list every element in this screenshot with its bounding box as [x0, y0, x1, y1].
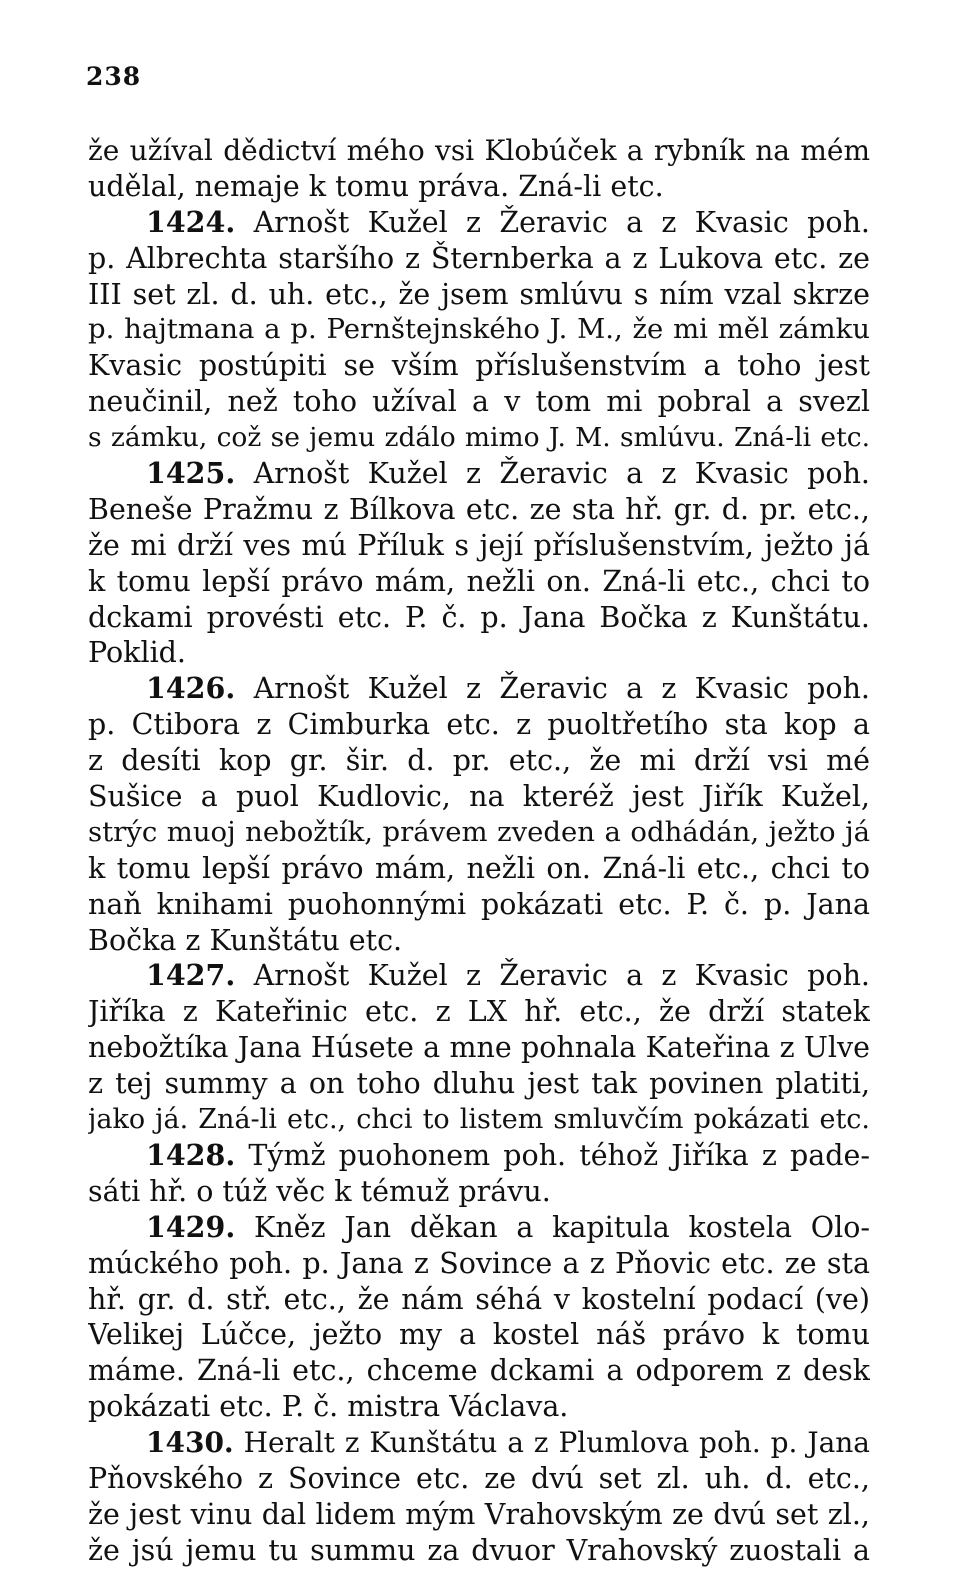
line-text: múckého poh. p. Jana z Sovince a z Pňovic etc. ze sta: [88, 1246, 870, 1280]
text-line: [88, 1102, 870, 1138]
line-text: nebožtíka Jana Húsete a mne pohnala Kateřina z Ulve: [88, 1031, 870, 1065]
text-line: [88, 1353, 870, 1389]
entry-first-line: [88, 1138, 870, 1174]
line-text: Arnošt Kužel z Žeravic a z Kvasic poh.: [235, 205, 870, 239]
entry-number: 1424.: [146, 204, 236, 239]
entry-number: 1426.: [146, 671, 236, 706]
entry-first-line: [88, 1425, 870, 1461]
line-text: neučinil, než toho užíval a v tom mi pobral a svezl: [88, 385, 870, 419]
text-line: [88, 1533, 870, 1569]
line-text: Arnošt Kužel z Žeravic a z Kvasic poh.: [235, 959, 870, 993]
text-line: [88, 1066, 870, 1102]
text-line: [88, 241, 870, 277]
text-line: [88, 348, 870, 384]
text-line: [88, 133, 870, 169]
text-line: [88, 564, 870, 600]
text-line: [88, 923, 870, 959]
line-text: Arnošt Kužel z Žeravic a z Kvasic poh.: [235, 672, 870, 706]
text-line: [88, 1030, 870, 1066]
line-text: Sušice a puol Kudlovic, na kteréž jest Jiřík Kužel,: [88, 780, 870, 814]
line-text: Pňovského z Sovince etc. ze dvú set zl. uh. d. etc.,: [88, 1461, 870, 1495]
text-line: [88, 1174, 870, 1210]
text-line: [88, 743, 870, 779]
line-text: naň knihami puohonnými pokázati etc. P. č. p. Jana: [88, 887, 870, 921]
line-text: Kvasic postúpiti se vším příslušenstvím a toho jest: [88, 349, 870, 383]
text-line: [88, 277, 870, 313]
text-line: [88, 851, 870, 887]
page-number: 238: [86, 62, 142, 91]
line-text: Poklid.: [88, 636, 186, 670]
text-line: [88, 312, 870, 348]
line-text: Heralt z Kunštátu a z Plumlova poh. p. Jana: [233, 1426, 870, 1460]
line-text: p. Albrechta staršího z Šternberka a z Lukova etc. ze: [88, 241, 870, 275]
line-text: p. Ctibora z Cimburka etc. z puoltřetího sta kop a: [88, 708, 870, 742]
entry-first-line: [88, 671, 870, 707]
entry-number: 1430.: [146, 1426, 234, 1460]
entry-number: 1427.: [146, 958, 236, 993]
line-text: že jest vinu dal lidem mým Vrahovským ze dvú set zl.,: [88, 1497, 870, 1531]
text-line: [88, 492, 870, 528]
entry-first-line: [88, 205, 870, 241]
line-text: máme. Zná-li etc., chceme dckami a odporem z desk: [88, 1354, 870, 1388]
entry-number: 1429.: [146, 1209, 236, 1244]
line-text: Jiříka z Kateřinic etc. z LX hř. etc., že drží statek: [88, 995, 870, 1029]
line-text: k tomu lepší právo mám, nežli on. Zná-li etc., chci to: [88, 564, 870, 598]
text-line: [88, 169, 870, 205]
text-line: [88, 994, 870, 1030]
line-text: z tej summy a on toho dluhu jest tak povinen platiti,: [88, 1067, 870, 1101]
text-line: [88, 1317, 870, 1353]
entry-number: 1428.: [146, 1137, 236, 1172]
line-text: Týmž puohonem poh. téhož Jiříka z pade-: [235, 1138, 870, 1172]
line-text: že mi drží ves mú Příluk s její příslušenstvím, ježto já: [88, 528, 870, 562]
line-text: pokázati etc. P. č. mistra Václava.: [88, 1390, 569, 1424]
text-line: [88, 635, 870, 671]
line-text: p. hajtmana a p. Pernštejnského J. M., že mi měl zámku: [88, 313, 870, 346]
line-text: Arnošt Kužel z Žeravic a z Kvasic poh.: [235, 457, 870, 491]
line-text: jako já. Zná-li etc., chci to listem smluvčím pokázati etc.: [88, 1104, 870, 1136]
text-line: [88, 1389, 870, 1425]
line-text: z desíti kop gr. šir. d. pr. etc., že mi drží vsi mé: [88, 744, 870, 778]
text-line: [88, 815, 870, 851]
line-text: strýc muoj nebožtík, právem zveden a odhádán, ježto já: [88, 815, 870, 848]
entry-first-line: [88, 456, 870, 492]
line-text: hř. gr. d. stř. etc., že nám séhá v kostelní podací (ve): [88, 1282, 870, 1316]
line-text: dckami provésti etc. P. č. p. Jana Bočka z Kunštátu.: [88, 600, 870, 634]
line-text: Bočka z Kunštátu etc.: [88, 923, 403, 957]
text-line: [88, 420, 870, 456]
line-text: že užíval dědictví mého vsi Klobúček a rybník na mém: [88, 134, 870, 167]
line-text: Beneše Pražmu z Bílkova etc. ze sta hř. gr. d. pr. etc.,: [88, 492, 870, 526]
text-line: [88, 528, 870, 564]
entry-first-line: [88, 958, 870, 994]
text-line: [88, 887, 870, 923]
line-text: s zámku, což se jemu zdálo mimo J. M. smlúvu. Zná-li etc.: [88, 422, 870, 454]
text-line: [88, 600, 870, 636]
text-line: [88, 707, 870, 743]
text-line: [88, 1246, 870, 1282]
body-text: [88, 133, 870, 1569]
text-line: [88, 1282, 870, 1318]
text-line: [88, 384, 870, 420]
line-text: Velikej Lúčce, ježto my a kostel náš právo k tomu: [88, 1318, 870, 1352]
text-line: [88, 1461, 870, 1497]
line-text: k tomu lepší právo mám, nežli on. Zná-li etc., chci to: [88, 851, 870, 885]
line-text: sáti hř. o túž věc k témuž právu.: [88, 1174, 551, 1208]
text-line: [88, 779, 870, 815]
line-text: III set zl. d. uh. etc., že jsem smlúvu s ním vzal skrze: [88, 277, 870, 311]
entry-number: 1425.: [146, 456, 236, 491]
line-text: Kněz Jan děkan a kapitula kostela Olo-: [235, 1210, 870, 1244]
line-text: že jsú jemu tu summu za dvuor Vrahovský zuostali a: [88, 1533, 870, 1567]
line-text: udělal, nemaje k tomu práva. Zná-li etc.: [88, 169, 664, 203]
entry-first-line: [88, 1210, 870, 1246]
